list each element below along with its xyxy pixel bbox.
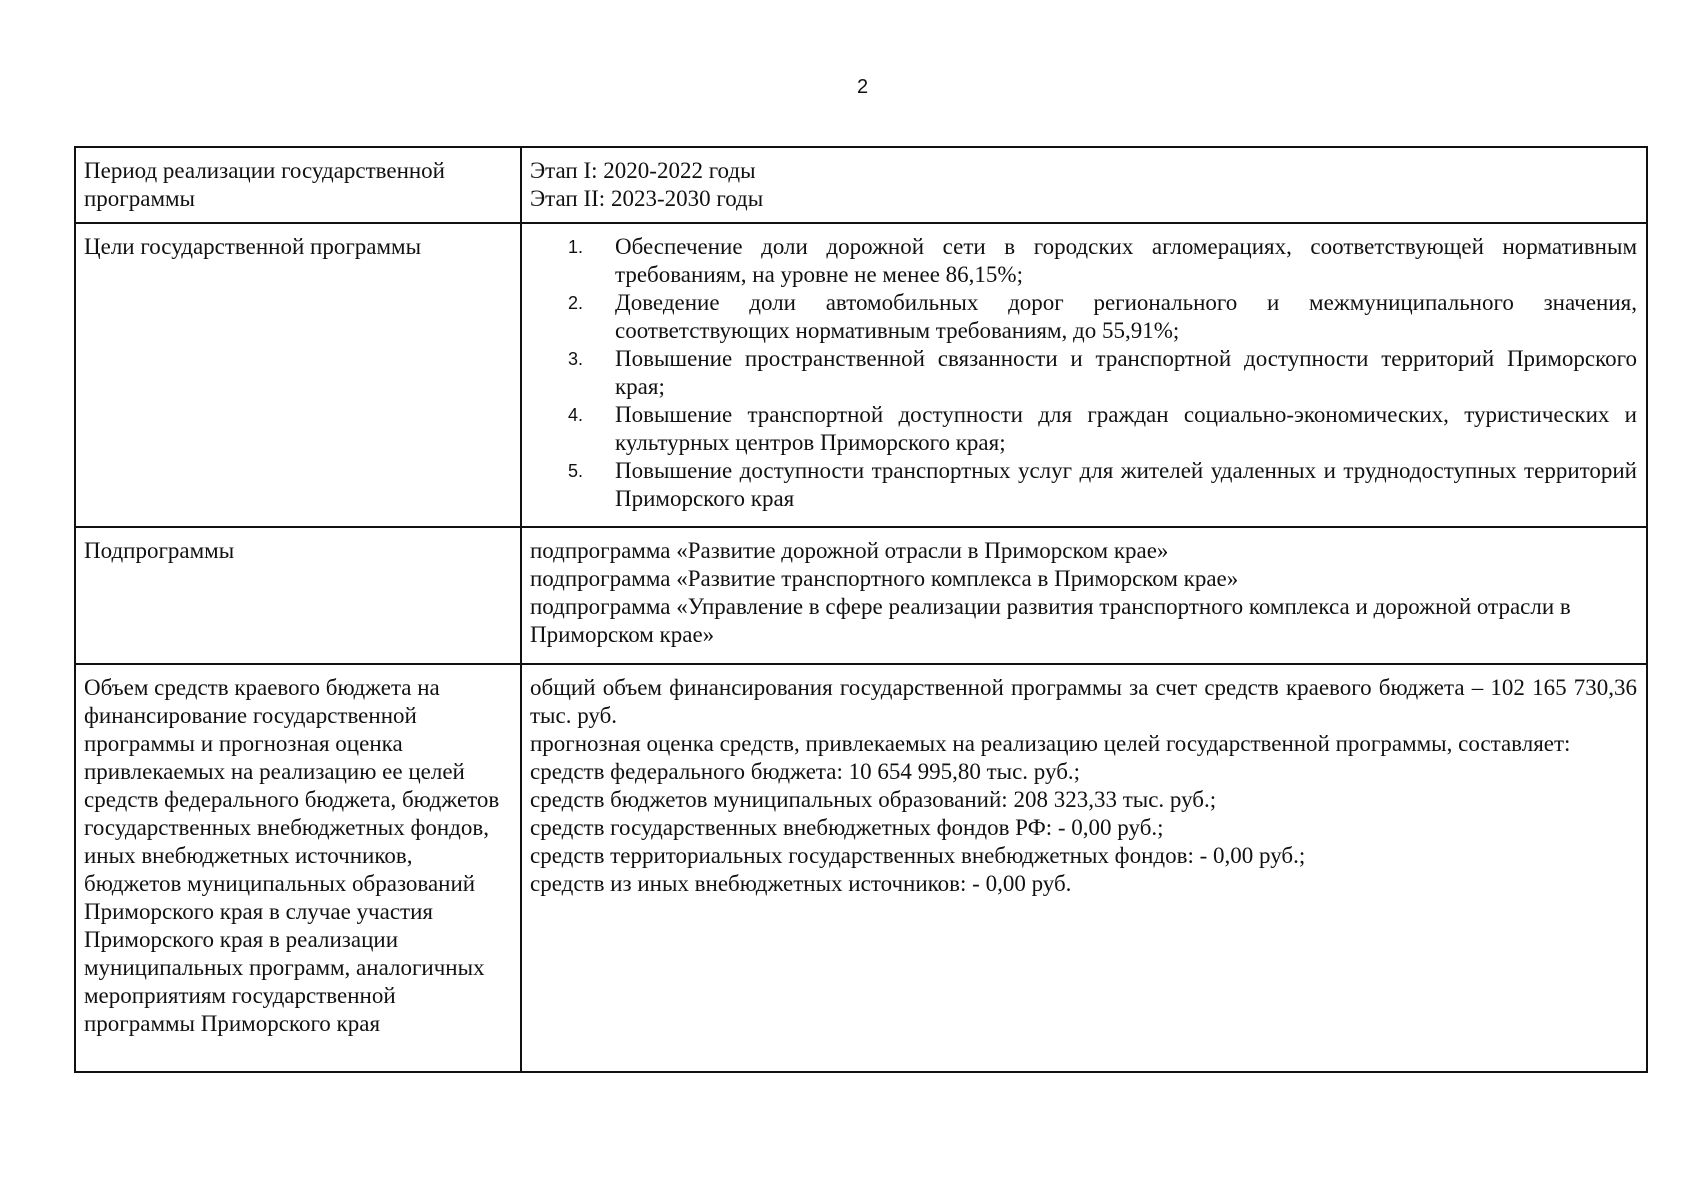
row-value-period	[521, 147, 1647, 223]
goal-number: 2.	[568, 293, 584, 313]
period-stage-2: Этап II: 2023-2030 годы	[530, 186, 764, 211]
goals-list	[530, 233, 1637, 513]
goal-number: 3.	[568, 349, 584, 369]
subprogram-management: подпрограмма «Управление в сфере реализации развития транспортного комплекса и дорожной отрасли в Приморском крае»	[530, 594, 1571, 647]
table-row	[75, 527, 1647, 664]
goal-text: Повышение пространственной связанности и транспортной доступности территорий Приморского края;	[615, 346, 1637, 399]
row-label-subprograms: Подпрограммы	[75, 527, 521, 664]
table-row	[75, 147, 1647, 223]
goal-text: Доведение доли автомобильных дорог регионального и межмуниципального значения, соответствующих нормативным требованиям, до 55,91%;	[615, 290, 1637, 343]
goal-number: 5.	[568, 461, 584, 481]
period-stage-1: Этап I: 2020-2022 годы	[530, 158, 756, 183]
row-label-period: Период реализации государственной программы	[75, 147, 521, 223]
funding-forecast-intro: прогнозная оценка средств, привлекаемых на реализацию целей государственной программы, составляет:	[530, 731, 1571, 756]
funding-municipal: средств бюджетов муниципальных образований: 208 323,33 тыс. руб.;	[530, 787, 1217, 812]
program-passport-table	[74, 146, 1648, 1073]
page-number: 2	[856, 76, 869, 98]
row-value-funding	[521, 664, 1647, 1072]
list-item	[530, 401, 1637, 457]
goal-text: Обеспечение доли дорожной сети в городских агломерациях, соответствующей нормативным требованиям, на уровне не менее 86,15%;	[615, 234, 1637, 287]
goal-text: Повышение транспортной доступности для граждан социально-экономических, туристических и культурных центров Приморского края;	[615, 402, 1637, 455]
table-row	[75, 664, 1647, 1072]
funding-federal: средств федерального бюджета: 10 654 995,80 тыс. руб.;	[530, 759, 1081, 784]
table-row	[75, 223, 1647, 527]
row-value-subprograms	[521, 527, 1647, 664]
goal-text: Повышение доступности транспортных услуг для жителей удаленных и труднодоступных территорий Приморского края	[615, 458, 1637, 511]
funding-state-offbudget: средств государственных внебюджетных фондов РФ: - 0,00 руб.;	[530, 815, 1164, 840]
row-value-goals	[521, 223, 1647, 527]
goal-number: 1.	[568, 237, 584, 257]
row-label-funding: Объем средств краевого бюджета на финансирование государственной программы и прогнозная оценка привлекаемых на реализацию ее целей средств федерального бюджета, бюджетов государственных внебюджетных фондов, иных внебюджетных источников, бюджетов муниципальных образований Приморского края в случае участия Приморского края в реализации муниципальных программ, аналогичных мероприятиям государственной программы Приморского края	[75, 664, 521, 1072]
funding-other-sources: средств из иных внебюджетных источников: - 0,00 руб.	[530, 871, 1072, 896]
subprogram-road: подпрограмма «Развитие дорожной отрасли в Приморском крае»	[530, 538, 1169, 563]
list-item	[530, 233, 1637, 289]
funding-territorial-offbudget: средств территориальных государственных внебюджетных фондов: - 0,00 руб.;	[530, 843, 1306, 868]
subprogram-transport: подпрограмма «Развитие транспортного комплекса в Приморском крае»	[530, 566, 1239, 591]
goal-number: 4.	[568, 405, 584, 425]
list-item	[530, 289, 1637, 345]
list-item	[530, 457, 1637, 513]
row-label-goals: Цели государственной программы	[75, 223, 521, 527]
funding-total: общий объем финансирования государственной программы за счет средств краевого бюджета – 102 165 730,36 тыс. руб.	[530, 675, 1637, 728]
list-item	[530, 345, 1637, 401]
